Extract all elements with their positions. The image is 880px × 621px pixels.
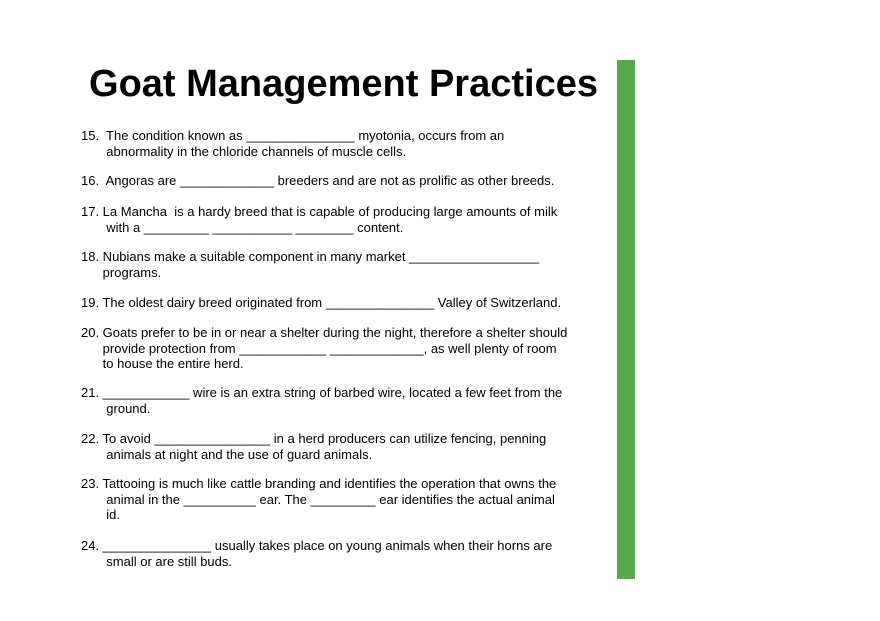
question-19	[81, 295, 617, 311]
question-line: id.	[81, 507, 121, 522]
question-21	[81, 385, 617, 416]
question-20	[81, 325, 617, 372]
question-line: 23. Tattooing is much like cattle branding and identifies the operation that owns the	[81, 476, 557, 491]
question-line: 21. ____________ wire is an extra string of barbed wire, located a few feet from the	[81, 385, 563, 400]
page-title: Goat Management Practices	[89, 63, 598, 105]
question-15	[81, 128, 617, 159]
question-23	[81, 476, 617, 523]
question-24	[81, 538, 617, 569]
question-line: 22. To avoid ________________ in a herd producers can utilize fencing, penning	[81, 431, 547, 446]
question-16	[81, 173, 617, 189]
question-line: 19. The oldest dairy breed originated from _______________ Valley of Switzerland.	[81, 295, 562, 310]
question-line: provide protection from ____________ _____________, as well plenty of room	[81, 340, 557, 356]
question-line: to house the entire herd.	[81, 356, 244, 371]
question-line: 16. Angoras are _____________ breeders and are not as prolific as other breeds.	[81, 173, 555, 188]
question-line: 18. Nubians make a suitable component in many market __________________	[81, 249, 540, 264]
question-17	[81, 204, 617, 235]
question-line: 20. Goats prefer to be in or near a shelter during the night, therefore a shelter should	[81, 325, 568, 340]
question-line: 15. The condition known as _______________ myotonia, occurs from an	[81, 128, 505, 143]
question-18	[81, 249, 617, 280]
question-line: ground.	[81, 400, 151, 416]
question-line: abnormality in the chloride channels of muscle cells.	[81, 143, 407, 159]
question-line: animal in the __________ ear. The _________ ear identifies the actual animal	[81, 491, 555, 507]
question-line: 24. _______________ usually takes place on young animals when their horns are	[81, 538, 553, 553]
green-side-bar	[617, 60, 635, 579]
question-line: programs.	[81, 264, 162, 280]
question-22	[81, 431, 617, 462]
question-line: small or are still buds.	[81, 553, 232, 569]
question-line: animals at night and the use of guard animals.	[81, 446, 373, 462]
question-line: with a _________ ___________ ________ content.	[81, 219, 404, 235]
question-line: 17. La Mancha is a hardy breed that is capable of producing large amounts of milk	[81, 204, 558, 219]
